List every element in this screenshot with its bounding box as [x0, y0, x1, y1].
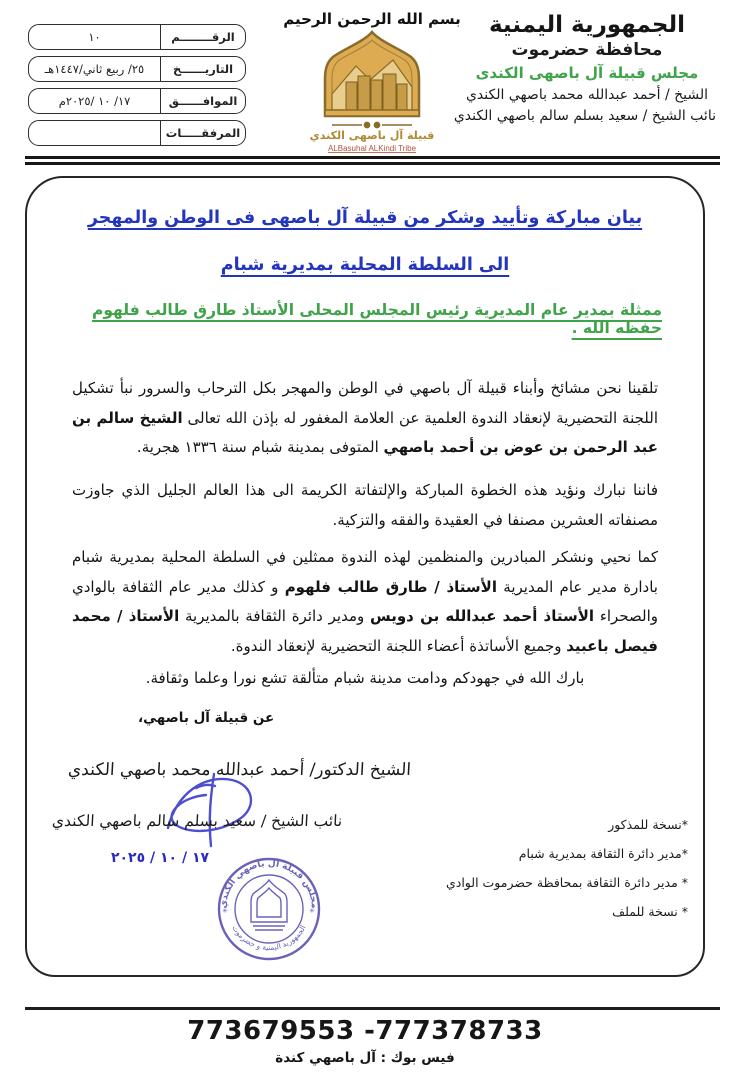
country-title: الجمهورية اليمنية: [488, 12, 685, 38]
governorate-title: محافظة حضرموت: [511, 40, 663, 60]
council-title: مجلس قبيلة آل باصهى الكندى: [475, 64, 699, 82]
header-divider: [25, 156, 720, 165]
paragraph-3-bold-name-1: الأستاذ / طارق طالب فلهوم: [284, 577, 497, 596]
cc-note-item: *نسخة للمذكور: [608, 817, 688, 832]
field-row-date-hijri: [28, 56, 246, 82]
footer-divider: [25, 1007, 720, 1010]
stamp-star-right: ✳: [309, 907, 315, 915]
field-label-date-hijri: التاريــــــخ: [160, 57, 245, 81]
sheikh-name-line: الشيخ / أحمد عبدالله محمد باصهي الكندي: [465, 87, 709, 103]
signature-on-behalf: عن قبيلة آل باصهي،: [138, 710, 275, 726]
paragraph-3-text-3: ومدير دائرة الثقافة بالمديرية: [179, 607, 370, 625]
paragraph-3-bold-name-3: الأستاذ / محمد فيصل باعبيد: [72, 607, 658, 655]
stamp-emblem-icon: [251, 880, 287, 930]
cc-notes-list: [420, 810, 688, 926]
signature-deputy-name: نائب الشيخ / سعيد بسلم سالم باصهي الكندي: [51, 812, 343, 830]
footer-facebook-line: فيس بوك : آل باصهي كندة: [275, 1050, 455, 1066]
reference-fields-table: [28, 24, 246, 152]
field-row-attachments: [28, 120, 246, 146]
paragraph-3: [72, 543, 658, 661]
paragraph-3-bold-name-2: الأستاذ أحمد عبدالله بن دويس: [370, 607, 595, 625]
field-label-attachments: المرفقـــــات: [160, 121, 245, 145]
stamp-text-top: مجلس قبيلة آل باصهي الكندي: [218, 858, 320, 909]
signature-date: ١٧ / ١٠ / ٢٠٢٥: [110, 850, 210, 866]
field-value-date-gregorian: ١٧/ ١٠ /٢٠٢٥م: [58, 94, 131, 108]
field-row-date-gregorian: [28, 88, 246, 114]
bismillah-text: بسم الله الرحمن الرحيم: [283, 10, 461, 28]
paragraph-1-text-end: المتوفى بمدينة شبام سنة ١٣٣٦ هجرية.: [136, 438, 384, 456]
emblem-base: [325, 110, 419, 116]
paragraph-2: فاننا نبارك ونؤيد هذه الخطوة المباركة والإلتفاتة الكريمة الى هذا العالم الجليل الذي جاوزت مصنفاته العشرين مصنفا في العقيدة والفقه والتزكية.: [72, 481, 658, 529]
field-label-date-gregorian: الموافــــــق: [160, 89, 245, 113]
letter-title-line1: بيان مباركة وتأييد وشكر من قبيلة آل باصهى فى الوطن والمهجر: [87, 208, 643, 228]
cc-note-item: * مدير دائرة الثقافة بمحافظة حضرموت الوادي: [445, 875, 688, 890]
svg-text:الجمهورية اليمنية و حضرموت: [230, 923, 307, 952]
paragraph-4-closing: بارك الله في جهودكم ودامت مدينة شبام متألقة تشع نورا وعلما وثقافة.: [145, 669, 585, 687]
paragraph-1-bold-name: الشيخ سالم بن عبد الرحمن بن عوض بن أحمد باصهي: [72, 408, 658, 456]
paragraph-3-text-end: وجميع الأساتذة أعضاء اللجنة التحضيرية لإنعقاد الندوة.: [230, 636, 567, 655]
field-value-date-hijri: ٢٥/ ربيع ثاني/١٤٤٧هـ: [44, 62, 145, 76]
field-label-number: الرقــــــــم: [160, 25, 245, 49]
field-row-number: [28, 24, 246, 50]
svg-text:مجلس قبيلة آل باصهي الكندي: [219, 857, 319, 908]
emblem-divider-ornament: [332, 122, 412, 127]
cc-note-item: *مدير دائرة الثقافة بمديرية شبام: [518, 846, 688, 861]
cc-note-item: * نسخة للملف: [612, 904, 688, 919]
stamp-text-bottom: الجمهورية اليمنية و حضرموت: [230, 923, 308, 953]
field-value-attachments: [29, 121, 160, 145]
council-stamp: [216, 856, 322, 962]
footer-phone-numbers: 773679553 -777378733: [187, 1016, 543, 1046]
letter-title-line3: ممثلة بمدير عام المديرية رئيس المجلس المحلى الأستاذ طارق طالب فلهوم حفظه الله .: [91, 301, 662, 337]
paragraph-3-text: كما نحيي ونشكر المبادرين والمنظمين لهذه الندوة ممثلين في السلطة المحلية بمديرية شبام بادارة مدير عام المديرية: [72, 548, 658, 596]
signature-sheikh-name: الشيخ الدكتور/ أحمد عبدالله محمد باصهي الكندي: [67, 760, 412, 780]
emblem-caption-arabic: قبيلة آل باصهى الكندي: [309, 129, 435, 142]
header-right-block: [453, 12, 716, 124]
tribe-emblem-icon: [296, 30, 448, 154]
paragraph-1-text: تلقينا نحن مشائخ وأبناء قبيلة آل باصهي في الوطن والمهجر بكل الترحاب والسرور نبأ تشكيل اللجنة التحضيرية لإنعقاد الندوة العلمية عن العلامة المغفور له بإذن الله تعالى: [72, 379, 658, 427]
stamp-star-left: ✳: [222, 907, 228, 915]
deputy-name-line: نائب الشيخ / سعيد بسلم سالم باصهي الكندي: [453, 108, 716, 124]
letter-title-line2: الى السلطة المحلية بمديرية شبام: [220, 255, 510, 275]
field-value-number: ١٠: [88, 30, 101, 44]
paragraph-1: [72, 374, 658, 463]
emblem-caption-english: ALBasuhal ALKindi Tribe: [327, 144, 417, 153]
paragraph-3-text-2: و كذلك مدير عام الثقافة بالوادي والصحراء: [72, 577, 659, 625]
